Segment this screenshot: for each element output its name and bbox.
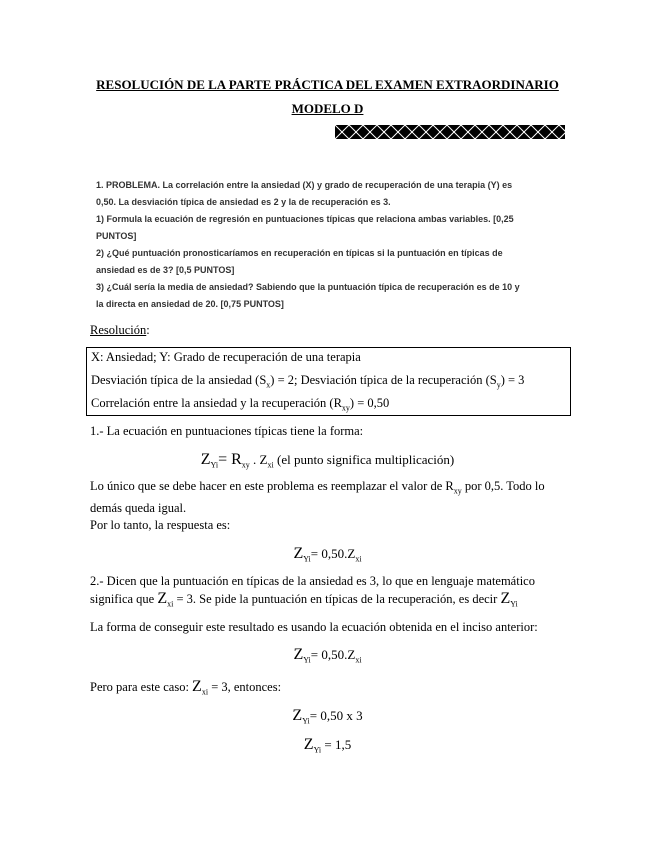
step2-calculation [0,707,655,726]
step2-equation [0,646,655,665]
step2-case [90,678,281,697]
document-title-line2: MODELO D [291,101,364,116]
box-row-deviations [91,373,524,390]
para-text: demás queda igual. [90,500,187,515]
eq-sub: Yi [302,716,310,726]
step2-statement [90,573,566,613]
redaction-bar [335,125,565,139]
problem-line: PUNTOS] [96,231,137,241]
box-row-variables: X: Ansiedad; Y: Grado de recuperación de una terapia [91,350,361,364]
box-text: Desviación típica de la ansiedad (S [91,373,267,387]
eq-symbol: Z [500,590,511,607]
eq-symbol: Z [192,678,202,695]
eq-sub: Yi [313,745,322,755]
step2-method: La forma de conseguir este resultado es usando la ecuación obtenida en el inciso anterior: [90,620,538,634]
redaction-pattern [335,125,565,139]
eq-sub: xi [201,687,209,697]
eq-sub: xi [355,655,362,665]
eq-symbol: Z [303,736,314,753]
eq-symbol: Z [200,451,211,468]
box-row-correlation [91,396,389,413]
step1-intro: 1.- La ecuación en puntuaciones típicas tiene la forma: [90,424,364,438]
eq-symbol: Z [157,590,168,607]
problem-line: 3) ¿Cuál sería la media de ansiedad? Sabiendo que la puntuación típica de recuperación es de 10 y [96,282,520,292]
eq-sub: Yi [303,655,311,665]
data-summary-box [86,347,571,416]
eq-sub: Yi [303,554,311,564]
eq-sub: xi [167,599,174,609]
step1-answer-intro: Por lo tanto, la respuesta es: [90,518,231,532]
step1-equation [0,451,655,470]
para-text: por 0,5. Todo lo [461,479,545,493]
para-text: = 3. Se pide la puntuación en típicas de la recuperación, es decir [173,592,501,606]
problem-line: 2) ¿Qué puntuación pronosticaríamos en recuperación en típicas si la puntuación en típicas de [96,248,503,258]
box-sub: x [266,380,271,390]
eq-sub: xi [267,460,274,470]
resolucion-label: Resolución [90,323,147,337]
problem-line: ansiedad es de 3? [0,5 PUNTOS] [96,265,235,275]
problem-line: 0,50. La desviación típica de ansiedad es 2 y la de recuperación es 3. [96,197,391,207]
problem-statement [96,177,566,313]
box-sub: y [496,380,501,390]
resolucion-heading [90,323,150,338]
box-text: Correlación entre la ansiedad y la recuperación (R [91,396,342,410]
eq-note: (el punto significa multiplicación) [273,452,455,467]
box-sub: xy [341,403,350,413]
eq-symbol: Z [293,545,304,562]
box-text: ) = 2; Desviación típica de la recuperación (S [270,373,497,387]
eq-sub: xi [355,554,362,564]
eq-symbol: Z [292,707,303,724]
para-text: significa que [90,592,158,606]
box-text: ) = 3 [500,373,525,387]
box-text: ) = 0,50 [349,396,390,410]
step1-answer-equation [0,545,655,564]
problem-line: la directa en ansiedad de 20. [0,75 PUNTOS] [96,299,284,309]
problem-line: 1. PROBLEMA. La correlación entre la ansiedad (X) y grado de recuperación de una terapia (Y) es [96,180,513,190]
eq-sub: xy [241,460,250,470]
eq-symbol: Z [293,646,304,663]
eq-text: = 0,50.Z [310,647,356,662]
document-title-line1: RESOLUCIÓN DE LA PARTE PRÁCTICA DEL EXAMEN EXTRAORDINARIO [96,77,559,92]
para-text: Pero para este caso: [90,680,193,694]
eq-sub: Yi [510,599,518,609]
eq-sub: Yi [210,460,219,470]
para-sub: xy [453,486,462,496]
para-text: Lo único que se debe hacer en este problema es reemplazar el valor de R [90,479,454,493]
eq-symbol: = R [218,451,242,468]
eq-text: = 1,5 [321,737,352,752]
para-text: = 3, entonces: [208,680,282,694]
eq-text: = 0,50.Z [310,546,356,561]
para-text: 2.- Dicen que la puntuación en típicas de la ansiedad es 3, lo que en lenguaje matemático [90,574,535,588]
step1-explanation [90,478,566,517]
eq-text: = 0,50 x 3 [309,708,363,723]
eq-symbol: . Z [249,452,268,467]
step2-result [0,736,655,755]
resolucion-colon: : [146,323,150,337]
problem-line: 1) Formula la ecuación de regresión en puntuaciones típicas que relaciona ambas variables. [0,25 [96,214,514,224]
